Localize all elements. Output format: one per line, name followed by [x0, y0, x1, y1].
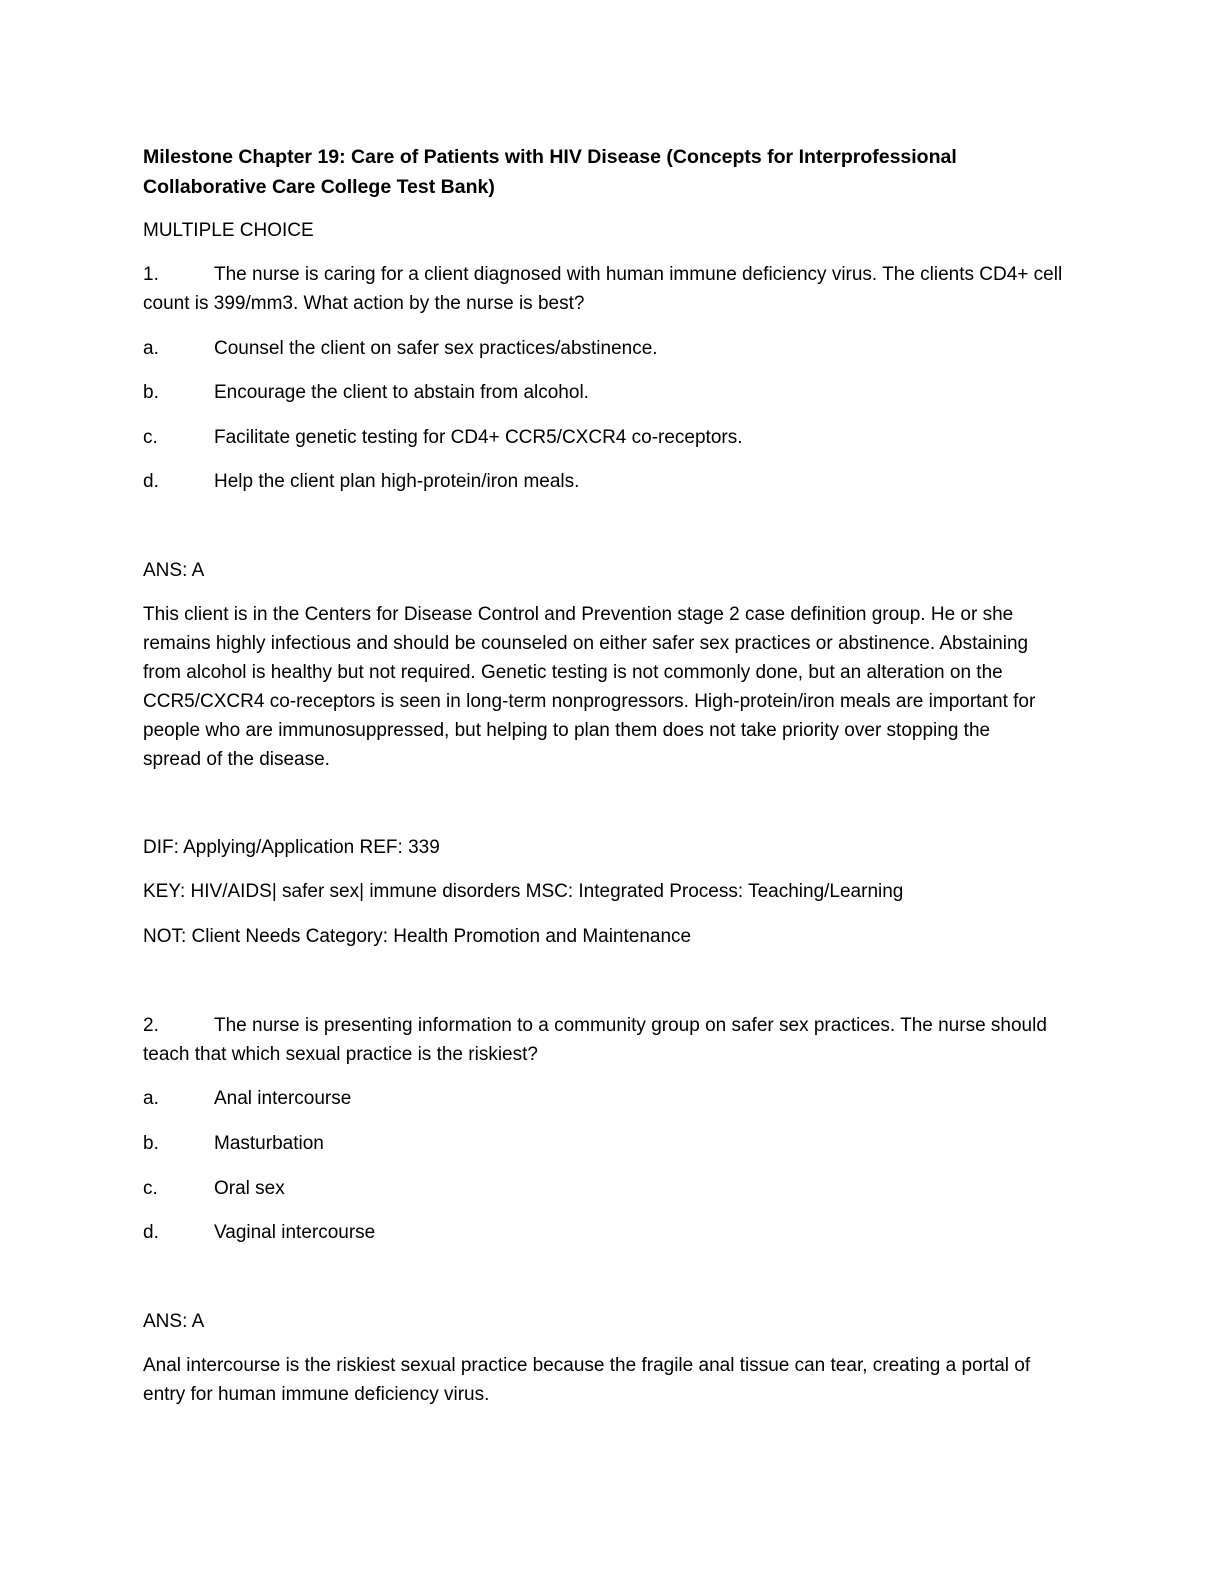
question-2-rationale: Anal intercourse is the riskiest sexual practice because the fragile anal tissue can tear, creating a portal of entry for human immune deficiency virus. [143, 1355, 1031, 1405]
option-letter: b. [143, 382, 159, 403]
question-1-not: NOT: Client Needs Category: Health Promotion and Maintenance [143, 926, 692, 947]
question-2-option-b [143, 1129, 1073, 1158]
question-1-key-msc: KEY: HIV/AIDS| safer sex| immune disorders MSC: Integrated Process: Teaching/Learning [143, 881, 904, 902]
question-2 [143, 1011, 1073, 1069]
question-1-option-b [143, 378, 1073, 407]
question-1-dif-ref: DIF: Applying/Application REF: 339 [143, 837, 440, 858]
question-1 [143, 260, 1073, 318]
option-letter: c. [143, 1178, 158, 1199]
option-text: Vaginal intercourse [214, 1222, 376, 1243]
option-letter: b. [143, 1133, 159, 1154]
option-text: Masturbation [214, 1133, 324, 1154]
option-letter: c. [143, 427, 158, 448]
option-text: Counsel the client on safer sex practices/abstinence. [214, 338, 658, 359]
question-2-stem: The nurse is presenting information to a community group on safer sex practices. The nurse should teach that which sexual practice is the riskiest? [143, 1015, 1047, 1065]
question-2-number: 2. [143, 1015, 159, 1036]
question-2-option-d [143, 1218, 1073, 1247]
question-2-option-c [143, 1174, 1073, 1203]
document-title: Milestone Chapter 19: Care of Patients with HIV Disease (Concepts for Interprofessional Collaborative Care College Test Bank) [143, 146, 957, 198]
question-1-answer: ANS: A [143, 560, 205, 581]
question-1-rationale: This client is in the Centers for Disease Control and Prevention stage 2 case definition group. He or she remains highly infectious and should be counseled on either safer sex practices or abstinence. Abstaining from alcohol is healthy but not required. Genetic testing is not commonly done, but an alteration on the CCR5/CXCR4 co-receptors is seen in long-term nonprogressors. High-protein/iron meals are important for people who are immunosuppressed, but helping to plan them does not take priority over stopping the spread of the disease. [143, 604, 1036, 770]
option-letter: d. [143, 1222, 159, 1243]
option-text: Help the client plan high-protein/iron meals. [214, 471, 580, 492]
question-1-number: 1. [143, 264, 159, 285]
section-heading: MULTIPLE CHOICE [143, 220, 314, 241]
question-1-option-d [143, 467, 1073, 496]
option-text: Facilitate genetic testing for CD4+ CCR5/CXCR4 co-receptors. [214, 427, 743, 448]
option-letter: d. [143, 471, 159, 492]
question-1-option-c [143, 423, 1073, 452]
option-text: Encourage the client to abstain from alcohol. [214, 382, 589, 403]
option-letter: a. [143, 338, 159, 359]
option-text: Anal intercourse [214, 1088, 352, 1109]
option-text: Oral sex [214, 1178, 285, 1199]
question-1-stem: The nurse is caring for a client diagnosed with human immune deficiency virus. The clients CD4+ cell count is 399/mm3. What action by the nurse is best? [143, 264, 1063, 314]
question-1-option-a [143, 334, 1073, 363]
question-2-answer: ANS: A [143, 1311, 205, 1332]
question-2-option-a [143, 1084, 1073, 1113]
option-letter: a. [143, 1088, 159, 1109]
